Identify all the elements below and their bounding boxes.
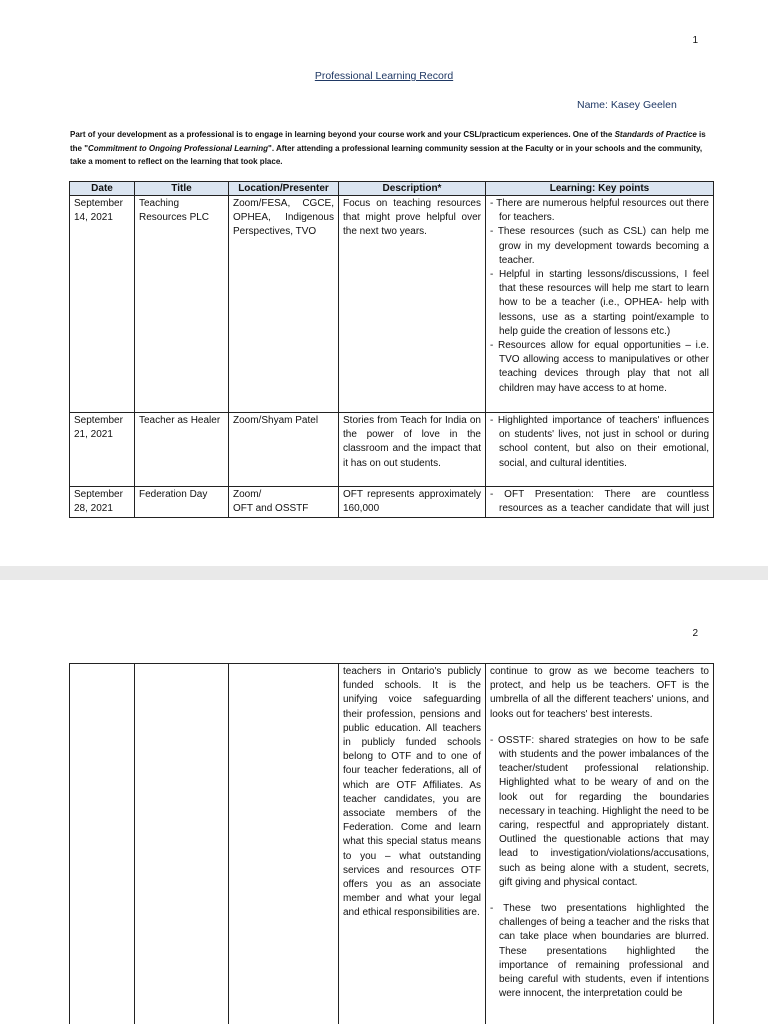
cell-date [70, 664, 135, 1024]
cell-key-points [486, 196, 714, 413]
cell-description: teachers in Ontario's publicly funded schools. It is the unifying voice safeguarding their profession, pensions and public education. All teachers in publicly funded schools belong to OTF and to one of four teacher federations, all of which are OTF Affiliates. As teacher candidates, you are associate members of the Federation. Come and learn what this special status means to you – what outstanding services and resources OTF offers you as an associate member and what your legal and ethical responsibilities are. [339, 664, 486, 1024]
page-2 [0, 580, 768, 1024]
page-number: 2 [692, 628, 698, 639]
table-row [70, 196, 714, 413]
list-item: - OSSTF: shared strategies on how to be safe with students and the power imbalances of the teacher/student professional relationship. Highlighted what to be weary of and on the look out for regarding the boundaries necessary in teaching. Highlight the need to be caring, respectful and appropriately distant. Outlined the questionable actions that may lead to investigation/violations/accusations, such as being alone with a student, secrets, gift giving and physical contact. [490, 734, 709, 888]
cell-location: Zoom/Shyam Patel [229, 413, 339, 487]
header-description: Description* [339, 182, 486, 196]
cell-date: September 14, 2021 [70, 196, 135, 413]
header-key-points: Learning: Key points [486, 182, 714, 196]
header-date: Date [70, 182, 135, 196]
spacer [490, 890, 709, 902]
name-line: Name: Kasey Geelen [577, 99, 677, 111]
cell-location: Zoom/FESA, CGCE, OPHEA, Indigenous Perspectives, TVO [229, 196, 339, 413]
list-item: - These resources (such as CSL) can help me grow in my development towards becoming a teacher. [490, 226, 709, 266]
header-location: Location/Presenter [229, 182, 339, 196]
cell-key-points [486, 413, 714, 487]
cell-location [229, 664, 339, 1024]
page-number: 1 [692, 35, 698, 46]
list-item: - Helpful in starting lessons/discussions, I feel that these resources will help me start to learn how to be a teacher (i.e., OPHEA- help with lessons, use as a starting point/example to help guide the creation of lessons etc.) [490, 269, 709, 337]
intro-part2: is the " [70, 130, 706, 153]
intro-paragraph [70, 128, 710, 169]
intro-part3: ". After attending a professional learning community session at the Faculty or in your schools and the community, take a moment to reflect on the learning that took place. [70, 143, 703, 166]
spacer [490, 722, 709, 734]
list-item: - There are numerous helpful resources out there for teachers. [490, 198, 709, 224]
intro-part1: Part of your development as a professional is to engage in learning beyond your course work and your CSL/practicum experiences. One of the [70, 130, 615, 139]
table-header-row [70, 182, 714, 196]
cell-title: Teacher as Healer [135, 413, 229, 487]
cell-description: Focus on teaching resources that might prove helpful over the next two years. [339, 196, 486, 413]
cell-date: September 21, 2021 [70, 413, 135, 487]
learning-record-table [69, 181, 714, 518]
table-row [70, 413, 714, 487]
location-line: OFT and OSSTF [233, 503, 309, 515]
cell-key-points [486, 664, 714, 1024]
list-item: continue to grow as we become teachers to protect, and help us be teachers. OFT is the umbrella of all the different teachers' unions, and looks out for teachers' best interests. [490, 666, 709, 720]
location-line: Zoom/ [233, 489, 262, 500]
document-title: Professional Learning Record [314, 70, 454, 82]
list-item: - These two presentations highlighted the challenges of being a teacher and the risks that can take place when boundaries are blurred. These presentations highlighted the importance of remaining professional and being careful with students, even if intentions were innocent, the interpretation could be [490, 903, 709, 1000]
list-item: - Highlighted importance of teachers' influences on students' lives, not just in school or during school content, but also on their emotional, social, and cultural identities. [490, 415, 709, 469]
cell-title [135, 664, 229, 1024]
continued-table [69, 663, 714, 1024]
cell-description: Stories from Teach for India on the power of love in the classroom and the impact that it has on out students. [339, 413, 486, 487]
table-row [70, 664, 714, 1024]
cell-location [229, 487, 339, 518]
list-item: - OFT Presentation: There are countless resources as a teacher candidate that will just [490, 489, 709, 515]
cell-description: OFT represents approximately 160,000 [339, 487, 486, 518]
list-item: - Resources allow for equal opportunities – i.e. TVO allowing access to manipulatives or other teaching devices through play that not all children may have access to at home. [490, 340, 709, 394]
cell-key-points [486, 487, 714, 518]
intro-standards: Standards of Practice [614, 130, 697, 139]
intro-commitment: Commitment to Ongoing Professional Learning [88, 143, 269, 153]
table-row [70, 487, 714, 518]
cell-date: September 28, 2021 [70, 487, 135, 518]
cell-title: Federation Day [135, 487, 229, 518]
cell-title: Teaching Resources PLC [135, 196, 229, 413]
header-title: Title [135, 182, 229, 196]
